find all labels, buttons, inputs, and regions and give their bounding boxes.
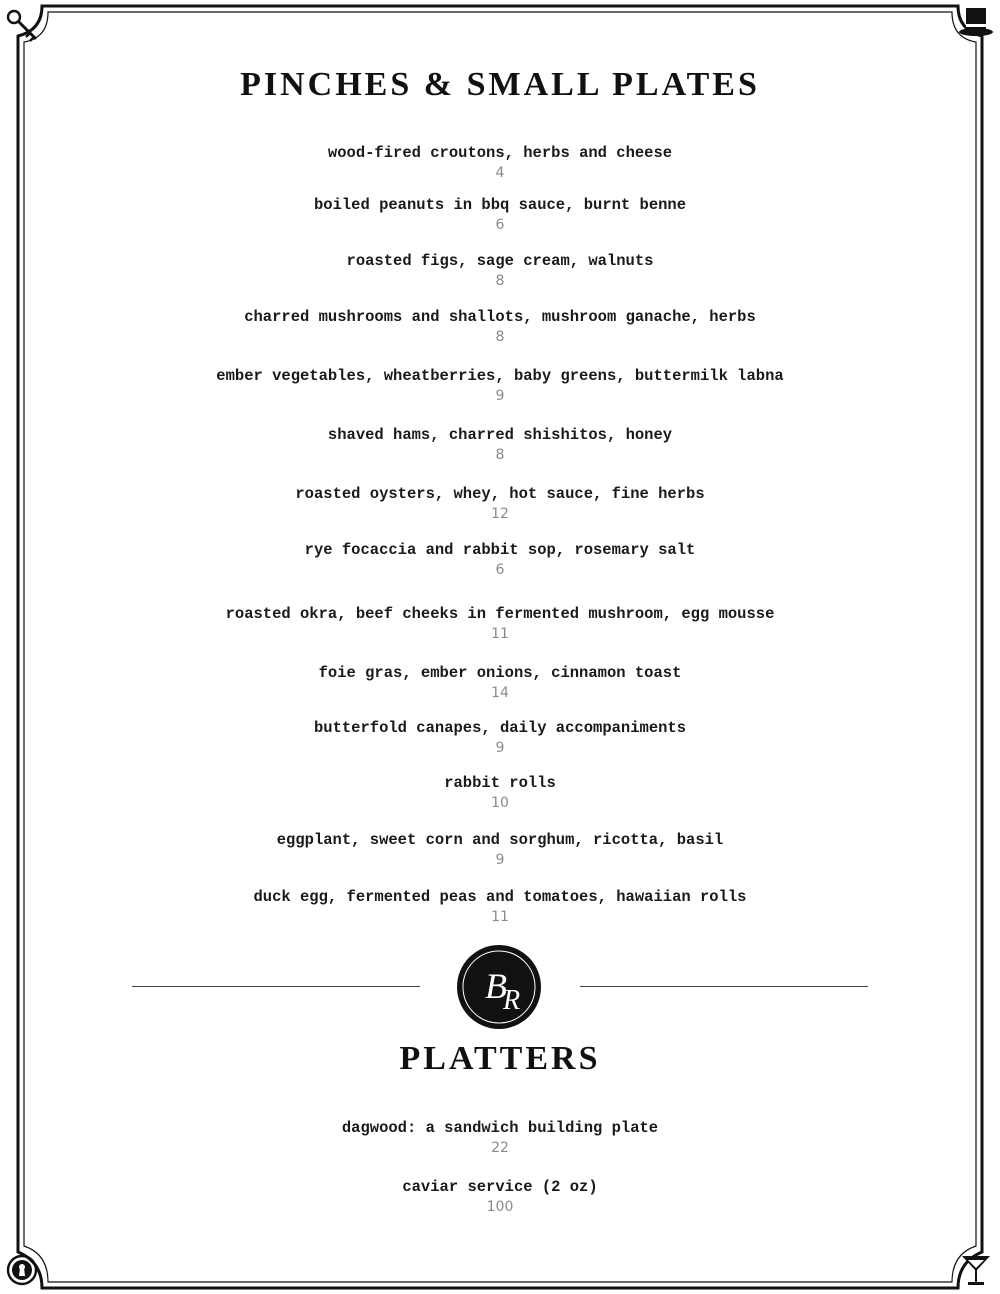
- cocktail-glass-icon: [956, 1250, 996, 1290]
- menu-item: [0, 367, 1000, 405]
- menu-item-price: 8: [495, 329, 505, 345]
- menu-item-name: boiled peanuts in bbq sauce, burnt benne: [313, 196, 687, 214]
- menu-item-name: shaved hams, charred shishitos, honey: [327, 426, 673, 444]
- menu-item-price: 9: [495, 388, 505, 404]
- menu-item-price: 6: [495, 217, 505, 233]
- menu-item: [0, 888, 1000, 926]
- menu-item: [0, 1178, 1000, 1216]
- section-title-pinches: PINCHES & SMALL PLATES: [240, 66, 760, 103]
- br-monogram-logo: [455, 943, 543, 1031]
- menu-item-name: ember vegetables, wheatberries, baby greens, buttermilk labna: [216, 367, 784, 385]
- menu-item-price: 11: [491, 909, 509, 925]
- menu-item-name: roasted oysters, whey, hot sauce, fine herbs: [295, 485, 705, 503]
- menu-item-name: roasted figs, sage cream, walnuts: [346, 252, 654, 270]
- menu-item: [0, 774, 1000, 812]
- menu-item-price: 8: [495, 273, 505, 289]
- top-hat-icon: [956, 4, 996, 44]
- menu-item: [0, 605, 1000, 643]
- menu-item-price: 22: [491, 1140, 509, 1156]
- menu-item: [0, 1119, 1000, 1157]
- menu-item-price: 11: [491, 626, 509, 642]
- menu-item: [0, 485, 1000, 523]
- section-title-platters: PLATTERS: [399, 1040, 601, 1077]
- menu-item-price: 4: [495, 165, 505, 181]
- menu-item: [0, 144, 1000, 182]
- logo-letter-b: B: [485, 966, 507, 1006]
- menu-item: [0, 831, 1000, 869]
- menu-item: [0, 196, 1000, 234]
- menu-item-price: 6: [495, 562, 505, 578]
- menu-item: [0, 664, 1000, 702]
- menu-item-name: roasted okra, beef cheeks in fermented mushroom, egg mousse: [225, 605, 775, 623]
- menu-item-name: dagwood: a sandwich building plate: [341, 1119, 659, 1137]
- menu-item-name: wood-fired croutons, herbs and cheese: [327, 144, 673, 162]
- menu-item-name: rye focaccia and rabbit sop, rosemary salt: [304, 541, 696, 559]
- menu-item: [0, 426, 1000, 464]
- menu-item-name: charred mushrooms and shallots, mushroom ganache, herbs: [244, 308, 756, 326]
- menu-item-name: caviar service (2 oz): [402, 1178, 598, 1196]
- menu-item-price: 14: [491, 685, 509, 701]
- menu-item-price: 9: [495, 740, 505, 756]
- divider-line-right: [580, 986, 868, 987]
- menu-item-name: butterfold canapes, daily accompaniments: [313, 719, 687, 737]
- menu-item-price: 10: [491, 795, 509, 811]
- menu-item: [0, 719, 1000, 757]
- menu-item: [0, 252, 1000, 290]
- menu-item-name: duck egg, fermented peas and tomatoes, hawaiian rolls: [253, 888, 747, 906]
- menu-item-name: rabbit rolls: [444, 774, 556, 792]
- menu-item-price: 9: [495, 852, 505, 868]
- menu-item-name: foie gras, ember onions, cinnamon toast: [318, 664, 682, 682]
- menu-item-price: 100: [486, 1199, 514, 1215]
- menu-item-price: 8: [495, 447, 505, 463]
- divider-line-left: [132, 986, 420, 987]
- keyhole-icon: [4, 1250, 44, 1290]
- menu-item-price: 12: [491, 506, 509, 522]
- menu-item-name: eggplant, sweet corn and sorghum, ricotta, basil: [276, 831, 724, 849]
- menu-item: [0, 308, 1000, 346]
- menu-item: [0, 541, 1000, 579]
- logo-letter-r: R: [503, 985, 521, 1016]
- key-icon: [4, 6, 44, 46]
